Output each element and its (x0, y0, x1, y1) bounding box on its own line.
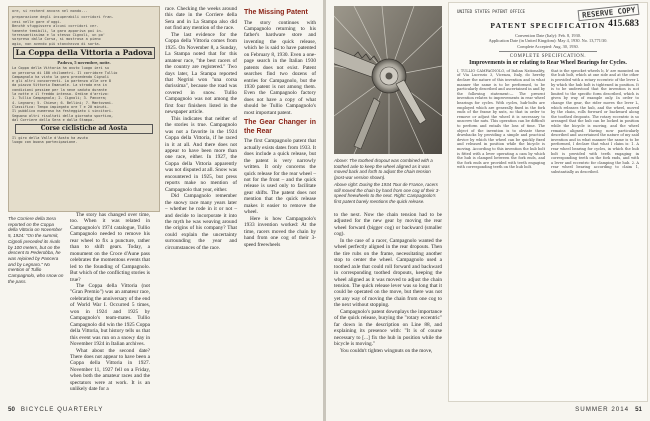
convention-date: Convention Date (Italy): Feb. 8, 1930. (515, 33, 581, 38)
article-column-right (334, 212, 442, 354)
paragraph: Did Campagnolo remember the snowy race many years later – whether he rode in it or not – and decide to incorporate it into the myth he was weaving around the origins of his company? That could explain the uncertainty surrounding the year and circumstances of the race. (165, 193, 237, 251)
complete-specification-label: COMPLETE SPECIFICATION. (509, 53, 587, 59)
clipping-headline-2: Corse ciclistiche ad Aosta (15, 124, 153, 134)
clipping-caption: The Corriere della Sera reported on the Coppa della Vittoria on November 5, 1924: "On the summit, Cignoli preceded its rivals by 100 meters, but on the descent to Pederobba, he was rejoined by Pancera and by Legnaro." No mention of Tullio Campagnolo, who snow on the pass. (8, 216, 64, 284)
left-page (0, 0, 323, 421)
paragraph: Campagnolo's patent downplays the importance of the quick release, burying the "rotary eccentric" far down in the description on Line 88, and explaining its presence with: "It is of course necessary to [...] fix the hub in position while the bicycle is moving." (334, 308, 442, 348)
section-heading-gear-changer: The Gear Changer in the Rear (244, 119, 316, 135)
clipping-tail: Il giro della Valle d'Aosta ha avuto luogo con buona partecipazione. (12, 136, 88, 145)
accepted-date: Complete Accepted: Aug. 30, 1930. (517, 43, 579, 49)
paragraph: The story continues with Campagnolo returning to his father's hardware store and inventing the quick release, which he is said to have patented on February 8, 1930. Even a one-page search in the Italian 1930 patents does not exist. Patent searches find two dozens of entries for Campagnolo, but the 1930 patent is not among them. Even the Campagnolo factory does not have a copy of what should be Tullio Campagnolo's most important patent. (244, 19, 316, 116)
paragraph: The Coppa della Vittoria (not "Gran Premio") was an amateur race, celebrating the anniversary of the end of World War I. Occurred 5 times, won in 1924 and 1925 by Campagnolo's team-mates. Tullio Campagnolo did win the 1925 Coppa della Vittoria, but history tells us that this event was run on a snowy day in November 1924 in Italian archives. (70, 282, 150, 348)
clipping-masthead: ore, si recherd ancora nel mondo... (12, 9, 88, 13)
patent-rule (499, 51, 597, 52)
photo-caption-above-right: Above right: During the 1934 Tour de France, racers still moved the chain by hand from one cog of their 3-speed freewheels to the next. Right: Campagnolo's first patent barely mentions the quick release. (334, 182, 440, 204)
clipping-dateline: Padova, 5 novembre, notte. (57, 60, 111, 66)
section-heading-missing-patent: The Missing Patent (244, 9, 308, 16)
paragraph: This indicates that neither of the stories is true. Campagnolo was not a favorite in the 1924 Coppa della Vittoria, if he raced in it at all. And there does not appear to have been more than one race, either. In 1927, the Coppa della Vittoria apparently was not disputed at all. Snow was encountered in 1925, but press reports make no mention of Campagnolo that year, either. (165, 115, 237, 193)
clipping-top-text: preparazione degli insuperabili corridori fran- cesi nelle gare d'oggi. Benchè sfuggissero alcuni corridori cer- tamente temibili, la gara appariva poi in- teressantissima e lo stesso Cignoli, un po' sorpreso dalla Corsa, si mostrava a pieno agio, non avendo più stanchezza di sorta. (12, 15, 114, 46)
photo-caption (334, 158, 442, 204)
paragraph: The last evidence for the Coppa della Vittoria comes from 1925. On November 8, a Sunday, La Stampa noted that for this amateur race, "the best racers of the country are registered." Two days later, La Stampa reported that Negrini won "una corsa durissima", because the road was covered in snow. Tullio Campagnolo was not among the first four finishers listed in the newspaper article. (165, 31, 237, 116)
newspaper-clipping (8, 6, 160, 212)
reserve-copy-stamp: RESERVE COPY (577, 4, 639, 21)
patent-meta (449, 33, 647, 49)
paragraph: The first Campagnolo patent that actually exists dates from 1933. It does include a quick release, but the patent is very narrowly written. It only concerns the quick release for the rear wheel – not for the front – and the quick release is used only to facilitate gear shifts. The patent does not mention that the quick release makes it easier to remove the wheel. (244, 138, 316, 216)
patent-number: 415.683 (608, 19, 639, 29)
paragraph: You couldn't tighten wingnuts on the move, (340, 347, 433, 354)
article-column-2 (165, 6, 237, 251)
page-number: 50 (8, 406, 15, 413)
photo-caption-above: Above: The toothed dropout was combined with a toothed axle to keep the wheel aligned as it was moved back and forth to adjust the chain tension (post-war version shown). (334, 158, 433, 180)
patent-office: UNITED STATES PATENT OFFICE (457, 9, 526, 14)
patent-topic: Improvements in or relating to Rear Wheel Bearings for Cycles. (469, 59, 627, 66)
dropout-photo (334, 6, 442, 154)
paragraph: to the next. Now the chain tension had to be adjusted for the new gear by moving the rear wheel forward (bigger cog) or backward (smaller cog). (334, 212, 442, 238)
dropout-photo-illustration (334, 6, 442, 154)
right-page (326, 0, 650, 421)
page-number: 51 (635, 406, 642, 413)
patent-columns (449, 69, 647, 175)
paragraph: The story has changed over time, too. When it was related in Campagnolo's 1974 catalogue, Tullio Campagnolo needed to remove his rear wheel to fix a puncture, rather than to shift gears. Today, a monument on the Croce d'Aune pass celebrates the momentous events that led to the founding of Campagnolo. But which of the conflicting stories is true? (70, 212, 150, 283)
paragraph: In the case of a racer, Campagnolo wanted the wheel perfectly aligned in the rear dropouts. Then the tire rubs on the frame, necessitating another stop to center the wheel. Campagnolo used a toothed axle that could roll forward and backward in corresponding toothed dropouts, keeping the wheel aligned as it was moved to adjust the chain tension. The quick release lever was so long that it could be operated on the move, but there was not yet any way of moving the chain from one cog to the next without stopping. (334, 237, 442, 309)
patent-header (449, 3, 647, 18)
left-folio (8, 406, 103, 413)
clipping-body: La Coppa della Vittoria ha avuto luogo ieri su un percorso di 180 chilometri. Il corridore Tullio Campagnolo ha vinto la gara precedendo Cignoli e gli altri concorrenti. La partenza alle ore 8 da piazza Vittorio Emanuele. La strada era in condizioni pessime per la neve caduta durante la notte e il freddo intenso. Ordine d'arrivo: 1. Tullio Campagnolo; 2. Cignoli; 3. Pancera; 4. Legnaro; 5. Chiese; 6. Bellini; 7. Mantovani. Classifica: Tempo impiegato ore 7 e 20 minuti. Il pubblico numeroso ha festeggiato i vincitori. Seguono altri risultati della giornata sportiva, dal Corriere della Sera e dalla Stampa. (12, 66, 118, 122)
patent-column-2: that is the sprocket wheels b, b' are mounted on the hub bolt, which at one side and at the other is provided with a rotary eccentric of the lever L by which the hub bolt is tightened in position. It is to be understood that the invention is not limited to the specific form described, which is given by way of example only. In order to change the gear, the rider moves the lever L, which releases the hub, and the wheel, moved by the chain, rolls forward or backward along the toothed dropouts. The rotary eccentric is so arranged that the hub can be locked in position while the bicycle is moving, and the wheel remains aligned. Having now particularly described and ascertained the nature of my said invention and in what manner the same is to be performed, I declare that what I claim is: 1. A rear wheel bearing for cycles, in which the hub bolt is provided with teeth engaging in corresponding teeth on the fork ends, and with a lever and eccentric for clamping the hub. 2. A rear wheel bearing according to claim 1, substantially as described. (551, 68, 639, 174)
article-column-1 (70, 212, 150, 393)
issue-title: SUMMER 2014 (575, 406, 630, 413)
application-date: Application Date (in United Kingdom): May 4, 1930. No. 13,771/30. (488, 38, 608, 44)
magazine-title: BICYCLE QUARTERLY (20, 406, 104, 413)
patent-title: PATENT SPECIFICATION (490, 21, 606, 30)
patent-document (448, 2, 648, 402)
paragraph: Here is how Campagnolo's 1933 invention worked: At the time, racers moved the chain by hand from one cog of their 3-speed freewheels (244, 215, 316, 248)
patent-column-1: I, TULLIO CAMPAGNOLO, of Italian Nationality, of Via Lucrezio 3, Vicenza, Italy, do hereby declare the nature of this invention and in what manner the same is to be performed, to be particularly described and ascertained in and by the following statement:— The present invention relates to improvements in rear wheel bearings for cycles. With cycles, hub-bolts are employed which are generally fixed in the fork ends of the frame by nuts, so that in order to remove or adjust the wheel it is necessary to unscrew the nuts. This operation can be difficult to perform and entails the loss of time. The object of the invention is to obviate these drawbacks by providing a simple and practical device by which the wheel can be quickly fixed and released in position while the bicycle is moving. According to this invention the hub bolt is fitted with a lever operating a cam by which the hub is clamped between the fork ends, and the fork ends are provided with teeth engaging with corresponding teeth on the hub bolt. (457, 68, 545, 170)
clipping-headline: La Coppa della Vittoria a Padova (13, 47, 155, 59)
right-folio (575, 406, 642, 413)
article-column-3 (244, 6, 316, 248)
paragraph: race. Checking the weeks around this date in the Corriere della Sera and in La Stampa also did not find any mention of the race. (165, 6, 237, 32)
paragraph: What about the second date? There does not appear to have been a Coppa della Vittoria in 1927. November 11, 1927 fell on a Friday, when both the amateur races and the spectators were at work. It is an unlikely date for a (70, 347, 150, 393)
